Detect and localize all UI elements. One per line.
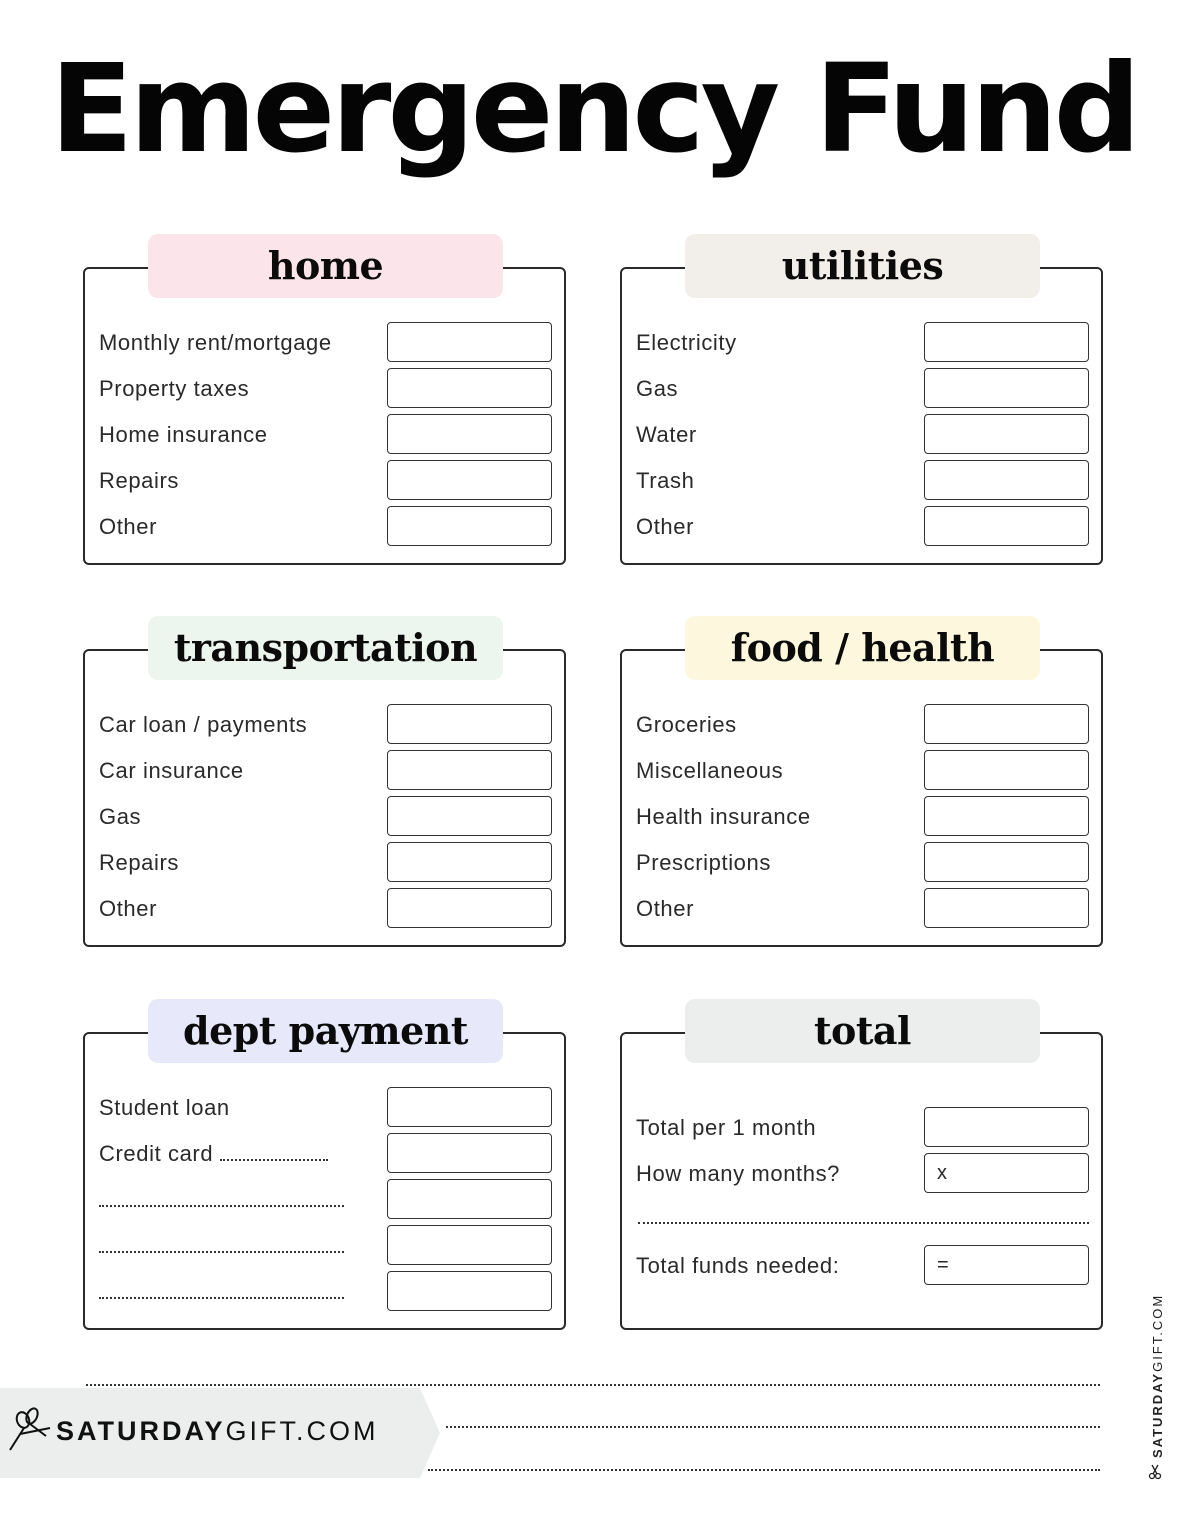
dept-payment-section xyxy=(83,1008,566,1330)
home-row-rent xyxy=(99,322,552,364)
blank-label-wrap xyxy=(99,1225,344,1267)
transport-row-car-loan xyxy=(99,704,552,746)
row-label: Other xyxy=(636,896,695,921)
row-label: Credit card xyxy=(99,1141,214,1166)
total-row-months xyxy=(636,1153,1089,1195)
transport-other-field[interactable] xyxy=(387,888,552,928)
groceries-field[interactable] xyxy=(924,704,1089,744)
scissors-icon xyxy=(6,1404,52,1456)
dept-blank-field-2[interactable] xyxy=(387,1225,552,1265)
credit-card-label-wrap xyxy=(99,1133,328,1175)
home-repairs-field[interactable] xyxy=(387,460,552,500)
small-scissors-icon xyxy=(1148,1464,1165,1480)
property-taxes-field[interactable] xyxy=(387,368,552,408)
credit-card-name-line[interactable] xyxy=(220,1159,328,1161)
transport-row-other xyxy=(99,888,552,930)
transportation-heading: transportation xyxy=(148,616,503,680)
student-loan-field[interactable] xyxy=(387,1087,552,1127)
home-insurance-field[interactable] xyxy=(387,414,552,454)
dept-payment-heading: dept payment xyxy=(148,999,503,1063)
transport-gas-field[interactable] xyxy=(387,796,552,836)
credit-card-field[interactable] xyxy=(387,1133,552,1173)
rent-amount-field[interactable] xyxy=(387,322,552,362)
trash-field[interactable] xyxy=(924,460,1089,500)
dept-row-blank-2 xyxy=(99,1225,552,1267)
prescriptions-field[interactable] xyxy=(924,842,1089,882)
row-label: Total funds needed: xyxy=(636,1253,840,1278)
row-label: Total per 1 month xyxy=(636,1115,817,1140)
utilities-row-electricity xyxy=(636,322,1089,364)
utilities-row-water xyxy=(636,414,1089,456)
home-row-insurance xyxy=(99,414,552,456)
months-count-field[interactable]: x xyxy=(924,1153,1089,1193)
row-label: Monthly rent/mortgage xyxy=(99,330,332,355)
row-label: Car loan / payments xyxy=(99,712,308,737)
utilities-other-field[interactable] xyxy=(924,506,1089,546)
utilities-gas-field[interactable] xyxy=(924,368,1089,408)
row-label: Property taxes xyxy=(99,376,250,401)
brand-banner xyxy=(0,1388,440,1478)
home-row-taxes xyxy=(99,368,552,410)
food-row-misc xyxy=(636,750,1089,792)
row-label: How many months? xyxy=(636,1161,841,1186)
car-loan-field[interactable] xyxy=(387,704,552,744)
row-label: Home insurance xyxy=(99,422,268,447)
transport-row-car-insurance xyxy=(99,750,552,792)
row-label: Health insurance xyxy=(636,804,811,829)
row-label: Other xyxy=(636,514,695,539)
notes-line-2[interactable] xyxy=(446,1426,1100,1428)
row-label: Trash xyxy=(636,468,695,493)
vertical-brand-light: GIFT.COM xyxy=(1150,1293,1165,1372)
row-label: Repairs xyxy=(99,468,180,493)
transport-row-repairs xyxy=(99,842,552,884)
home-row-other xyxy=(99,506,552,548)
electricity-field[interactable] xyxy=(924,322,1089,362)
brand-light: GIFT.COM xyxy=(225,1416,379,1446)
row-label: Repairs xyxy=(99,850,180,875)
food-row-groceries xyxy=(636,704,1089,746)
row-label: Student loan xyxy=(99,1095,230,1120)
row-label: Other xyxy=(99,514,158,539)
food-row-prescriptions xyxy=(636,842,1089,884)
total-row-per-month xyxy=(636,1107,1089,1149)
food-other-field[interactable] xyxy=(924,888,1089,928)
dept-row-student-loan xyxy=(99,1087,552,1129)
notes-line-3[interactable] xyxy=(428,1469,1100,1471)
total-divider xyxy=(638,1222,1089,1224)
dept-blank-field-3[interactable] xyxy=(387,1271,552,1311)
total-per-month-field[interactable] xyxy=(924,1107,1089,1147)
dept-blank-field-1[interactable] xyxy=(387,1179,552,1219)
dept-row-blank-1 xyxy=(99,1179,552,1221)
row-label: Water xyxy=(636,422,697,447)
car-insurance-field[interactable] xyxy=(387,750,552,790)
row-label: Prescriptions xyxy=(636,850,771,875)
transport-repairs-field[interactable] xyxy=(387,842,552,882)
blank-label-wrap xyxy=(99,1271,344,1313)
blank-label-wrap xyxy=(99,1179,344,1221)
food-health-section xyxy=(620,625,1103,947)
vertical-brand-bold: SATURDAY xyxy=(1150,1371,1165,1458)
home-section xyxy=(83,243,566,565)
food-row-health-insurance xyxy=(636,796,1089,838)
food-health-heading: food / health xyxy=(685,616,1040,680)
total-heading: total xyxy=(685,999,1040,1063)
total-funds-field[interactable]: = xyxy=(924,1245,1089,1285)
home-other-field[interactable] xyxy=(387,506,552,546)
utilities-row-other xyxy=(636,506,1089,548)
row-label: Groceries xyxy=(636,712,737,737)
water-field[interactable] xyxy=(924,414,1089,454)
total-row-funds-needed xyxy=(636,1245,1089,1287)
total-section xyxy=(620,1008,1103,1330)
row-label: Gas xyxy=(99,804,142,829)
brand-name xyxy=(56,1416,379,1447)
miscellaneous-field[interactable] xyxy=(924,750,1089,790)
home-heading: home xyxy=(148,234,503,298)
notes-line-1[interactable] xyxy=(86,1384,1100,1386)
health-insurance-field[interactable] xyxy=(924,796,1089,836)
brand-bold: SATURDAY xyxy=(56,1416,226,1446)
transportation-section xyxy=(83,625,566,947)
utilities-section xyxy=(620,243,1103,565)
home-row-repairs xyxy=(99,460,552,502)
row-label: Gas xyxy=(636,376,679,401)
food-row-other xyxy=(636,888,1089,930)
blank-label-line[interactable] xyxy=(99,1251,344,1253)
dept-row-credit-card xyxy=(99,1133,552,1175)
utilities-heading: utilities xyxy=(685,234,1040,298)
utilities-row-trash xyxy=(636,460,1089,502)
vertical-brand xyxy=(1148,1294,1165,1480)
row-label: Electricity xyxy=(636,330,737,355)
blank-label-line[interactable] xyxy=(99,1205,344,1207)
row-label: Car insurance xyxy=(99,758,244,783)
transport-row-gas xyxy=(99,796,552,838)
page-title: Emergency Fund xyxy=(50,38,1137,180)
blank-label-line[interactable] xyxy=(99,1297,344,1299)
dept-row-blank-3 xyxy=(99,1271,552,1313)
row-label: Miscellaneous xyxy=(636,758,784,783)
utilities-row-gas xyxy=(636,368,1089,410)
row-label: Other xyxy=(99,896,158,921)
